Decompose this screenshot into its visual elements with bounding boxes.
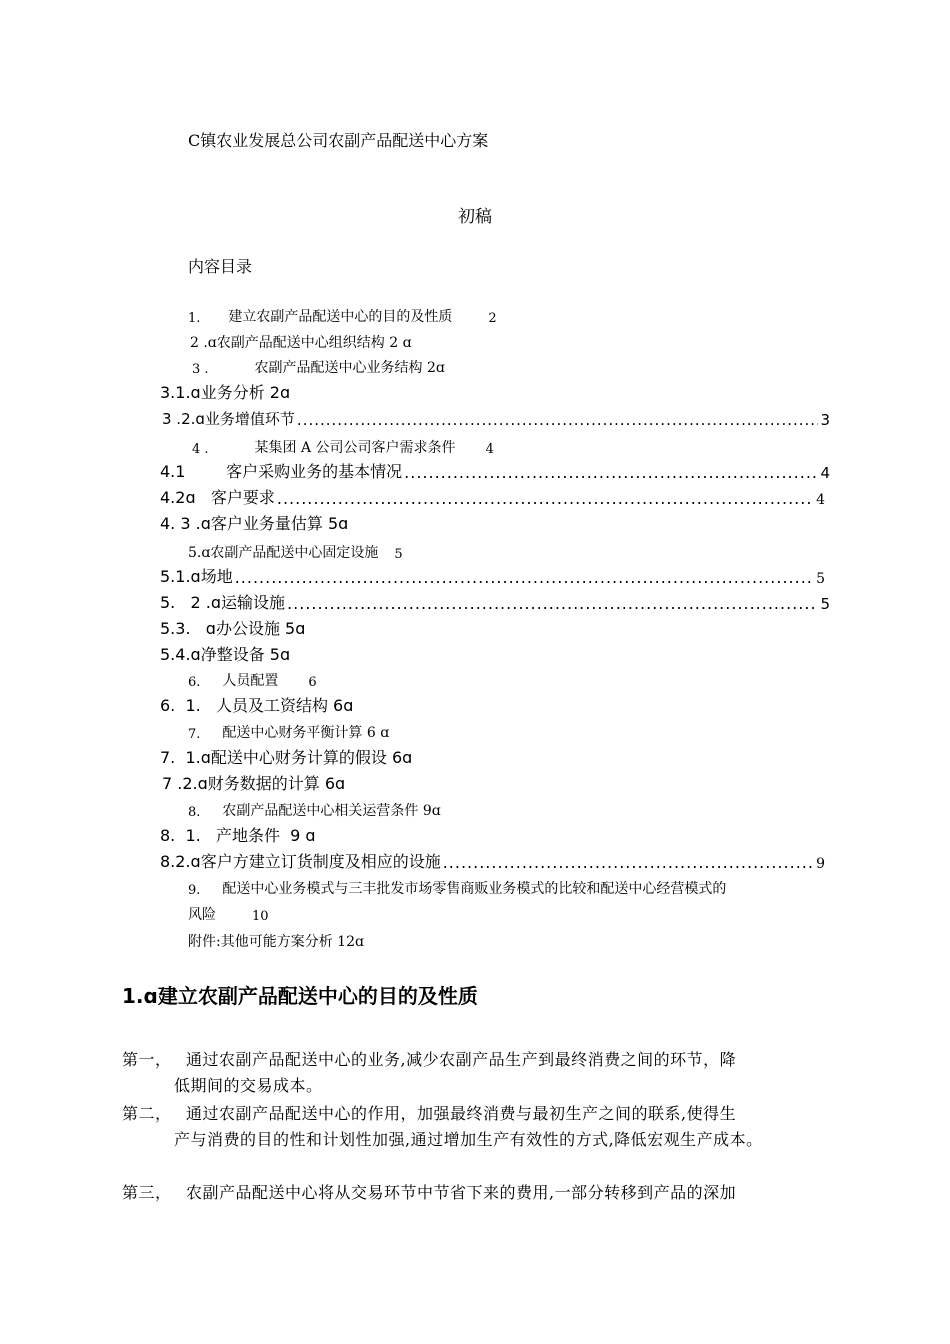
toc-entry-4-1[interactable] — [160, 458, 830, 482]
toc-entry-text: 3.1.ɑ业务分析 2ɑ — [160, 383, 291, 402]
paragraph-1 — [122, 1047, 830, 1099]
toc-entry-page: 5 — [394, 547, 403, 562]
toc-entry-text: 5.ɑ农副产品配送中心固定设施 — [188, 545, 379, 561]
toc-entry-8-2[interactable] — [160, 848, 825, 872]
toc-leader-dots — [443, 853, 814, 872]
toc-entry-6[interactable] — [188, 666, 317, 690]
paragraph-2 — [122, 1101, 830, 1153]
toc-leader-dots — [404, 463, 818, 482]
toc-entry-3-2[interactable] — [162, 405, 830, 429]
toc-entry-text: 8. 1. 产地条件 9 ɑ — [160, 826, 316, 845]
toc-entry-7-2[interactable] — [162, 770, 345, 794]
toc-entry-1[interactable] — [188, 302, 548, 326]
toc-entry-number: 4 . — [192, 442, 209, 457]
toc-entry-text: 5. 2 .ɑ运输设施 — [160, 593, 286, 612]
toc-leader-dots — [297, 411, 819, 429]
toc-leader-dots — [277, 489, 814, 508]
paragraph-3 — [122, 1180, 830, 1206]
toc-entry-text: 人员配置 — [222, 673, 279, 689]
paragraph-line: 农副产品配送中心将从交易环节中节省下来的费用,一部分转移到产品的深加 — [186, 1183, 737, 1202]
toc-entry-number: 1. — [188, 311, 201, 326]
toc-entry-number: 3 . — [192, 362, 209, 377]
toc-leader-dots — [287, 594, 818, 613]
toc-entry-number: 9. — [188, 883, 201, 898]
paragraph-body — [122, 1180, 830, 1206]
toc-entry-text: 4.2ɑ 客户要求 — [160, 488, 275, 507]
toc-entry-5-1[interactable] — [160, 563, 825, 587]
toc-entry-text: 8.2.ɑ客户方建立订货制度及相应的设施 — [160, 852, 441, 871]
toc-entry-5-4[interactable] — [160, 641, 290, 665]
toc-entry-page: 5 — [816, 571, 825, 587]
paragraph-body — [122, 1047, 830, 1099]
toc-entry-9-continued[interactable] — [188, 900, 269, 924]
toc-entry-6-1[interactable] — [160, 692, 353, 716]
paragraph-line: 通过农副产品配送中心的作用，加强最终消费与最初生产之间的联系,使得生 — [186, 1104, 737, 1123]
toc-entry-5[interactable] — [188, 538, 403, 562]
document-title: C镇农业发展总公司农副产品配送中心方案 — [188, 131, 489, 150]
toc-entry-7[interactable] — [188, 718, 389, 742]
toc-entry-page: 4 — [485, 442, 494, 457]
toc-entry-4-2[interactable] — [160, 484, 825, 508]
toc-entry-text: 7 .2.ɑ财务数据的计算 6ɑ — [162, 774, 346, 793]
toc-entry-text: 附件:其他可能方案分析 12ɑ — [188, 934, 364, 950]
toc-entry-text: 某集团 A 公司公司客户需求条件 — [254, 440, 456, 456]
toc-entry-text: 农副产品配送中心相关运营条件 9ɑ — [222, 803, 441, 819]
toc-entry-9[interactable] — [188, 874, 726, 898]
toc-entry-7-1[interactable] — [160, 744, 412, 768]
toc-entry-5-3[interactable] — [160, 615, 305, 639]
toc-entry-page: 4 — [820, 464, 830, 482]
toc-entry-text: 3 .2.ɑ业务增值环节 — [162, 410, 295, 428]
toc-entry-page: 4 — [816, 492, 825, 508]
paragraph-line: 低期间的交易成本。 — [174, 1076, 323, 1095]
toc-entry-8[interactable] — [188, 796, 441, 820]
toc-entry-text: 配送中心业务模式与三丰批发市场零售商贩业务模式的比较和配送中心经营模式的 — [222, 881, 727, 897]
toc-entry-8-1[interactable] — [160, 822, 316, 846]
paragraph-label: 第三， — [122, 1183, 172, 1202]
toc-entry-page: 2 — [488, 311, 497, 326]
toc-entry-number: 6. — [188, 675, 201, 690]
toc-entry-text: 2 .ɑ农副产品配送中心组织结构 2 ɑ — [190, 335, 412, 351]
toc-entry-page: 10 — [252, 909, 269, 924]
paragraph-line: 产与消费的目的性和计划性加强,通过增加生产有效性的方式,降低宏观生产成本。 — [174, 1130, 763, 1149]
toc-entry-text: 5.3. ɑ办公设施 5ɑ — [160, 619, 306, 638]
toc-entry-5-2[interactable] — [160, 589, 830, 613]
toc-heading: 内容目录 — [188, 257, 253, 276]
toc-entry-text: 配送中心财务平衡计算 6 ɑ — [222, 725, 390, 741]
toc-entry-4[interactable] — [192, 433, 494, 457]
toc-entry-text: 农副产品配送中心业务结构 2ɑ — [254, 360, 445, 376]
toc-entry-text: 风险 — [188, 907, 216, 923]
toc-entry-text: 7. 1.ɑ配送中心财务计算的假设 6ɑ — [160, 748, 413, 767]
toc-entry-text: 5.4.ɑ净整设备 5ɑ — [160, 645, 291, 664]
toc-entry-page: 9 — [816, 856, 825, 872]
toc-entry-text: 建立农副产品配送中心的目的及性质 — [228, 309, 453, 325]
paragraph-body — [122, 1101, 830, 1153]
toc-entry-number: 8. — [188, 805, 201, 820]
paragraph-label: 第二， — [122, 1104, 172, 1123]
toc-leader-dots — [235, 568, 814, 587]
toc-entry-text: 5.1.ɑ场地 — [160, 567, 233, 586]
toc-entry-text: 4.1 客户采购业务的基本情况 — [160, 462, 403, 481]
toc-entry-2[interactable] — [190, 328, 412, 352]
toc-entry-text: 6. 1. 人员及工资结构 6ɑ — [160, 696, 354, 715]
toc-entry-number: 7. — [188, 727, 201, 742]
paragraph-label: 第一， — [122, 1050, 172, 1069]
toc-entry-page: 6 — [308, 675, 317, 690]
section-heading: 1.ɑ建立农副产品配送中心的目的及性质 — [122, 984, 478, 1008]
toc-entry-page: 5 — [820, 595, 830, 613]
toc-entry-page: 3 — [820, 411, 830, 429]
toc-entry-text: 4. 3 .ɑ客户业务量估算 5ɑ — [160, 514, 349, 533]
paragraph-line: 通过农副产品配送中心的业务,减少农副产品生产到最终消费之间的环节，降 — [186, 1050, 737, 1069]
toc-entry-appendix[interactable] — [188, 927, 364, 951]
toc-entry-3-1[interactable] — [160, 379, 290, 403]
draft-label: 初稿 — [458, 207, 492, 227]
toc-entry-4-3[interactable] — [160, 510, 348, 534]
toc-entry-3[interactable] — [192, 353, 445, 377]
